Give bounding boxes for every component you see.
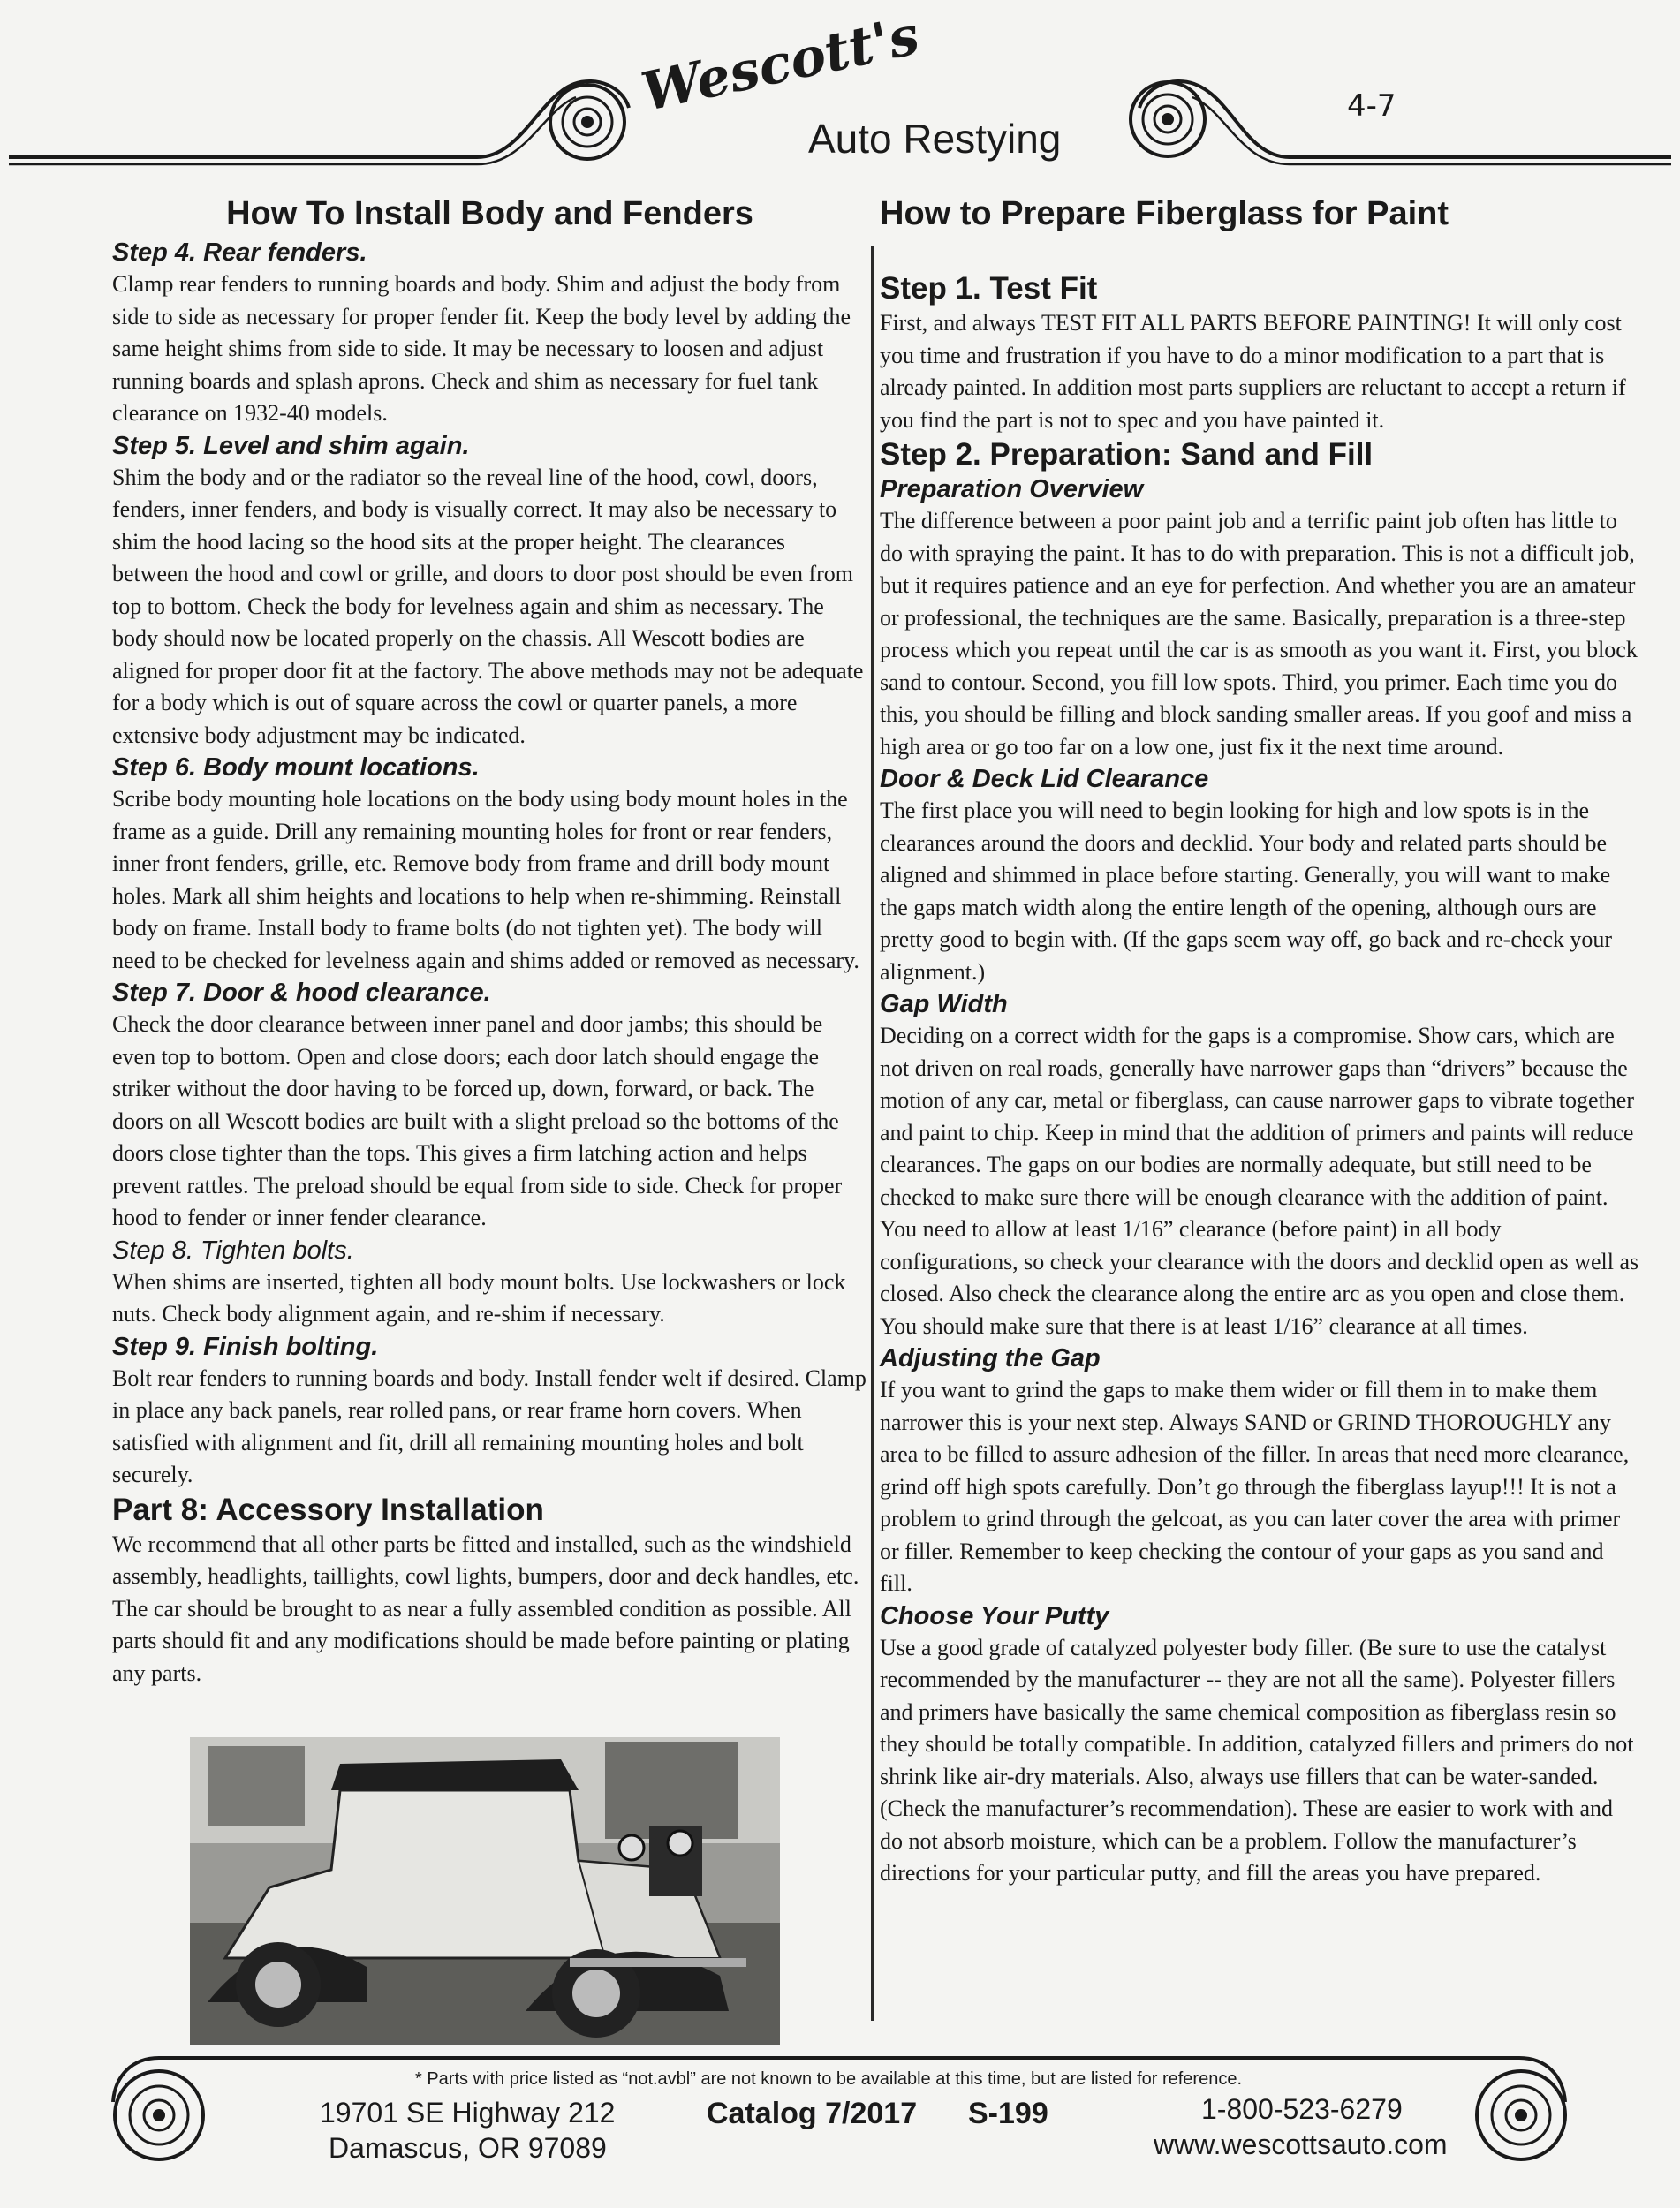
section-body: The first place you will need to begin looking for high and low spots is in the clearances around the doors and decklid. Your body and related parts should be aligned and shimmed in place before starting. Generally, you will want to make the gaps match width along the entire length of the opening, although ours are pretty good to begin with. (If the gaps seem way off, go back and re-check your alignment.)	[880, 798, 1613, 985]
address-line-1: 19701 SE Highway 212	[320, 2097, 616, 2129]
section-body: If you want to grind the gaps to make them wider or fill them in to make them narrower this is your next step. Always SAND or GRIND THOROUGHLY any area to be filled to assure adhesion of the filler. In areas that need more clearance, grind off high spots carefully. Don’t go through the fiberglass layup!!! It is not a problem to grind through the gelcoat, as you can later cover the area with primer or filler. Remember to keep checking the contour of your gaps as you sand and fill.	[880, 1377, 1630, 1596]
car-photo	[190, 1737, 780, 2045]
section-body: Check the door clearance between inner panel and door jambs; this should be even top to bottom. Open and close doors; each door latch should engage the striker without the door having to be forced up, down, forward, or back. The doors on all Wescott bodies are built with a slight preload so the bottoms of the doors close tighter than the tops. This gives a firm latching action and helps prevent rattles. The preload should be equal from side to side. Check for proper hood to fender or inner fender clearance.	[112, 1011, 843, 1230]
section-heading: Step 1. Test Fit	[880, 271, 1098, 306]
left-column	[112, 193, 867, 1690]
right-column	[880, 193, 1639, 1890]
section-body: First, and always TEST FIT ALL PARTS BEFORE PAINTING! It will only cost you time and frustration if you have to do a minor modification to a part that is already painted. In addition most parts suppliers are reluctant to accept a return if you find the part is not to spec and you have painted it.	[880, 310, 1626, 433]
section-heading: Step 9. Finish bolting.	[112, 1332, 379, 1361]
section-heading: Gap Width	[880, 990, 1008, 1018]
catalog-page-code: S-199	[968, 2097, 1048, 2130]
section-heading: Choose Your Putty	[880, 1601, 1109, 1630]
section-heading: Part 8: Accessory Installation	[112, 1492, 544, 1527]
section-heading: Step 8. Tighten bolts.	[112, 1236, 354, 1265]
section-heading: Step 6. Body mount locations.	[112, 753, 480, 782]
footer-note: * Parts with price listed as “not.avbl” are not known to be available at this time, but are listed for reference.	[415, 2069, 1243, 2089]
section-heading: Preparation Overview	[880, 475, 1144, 503]
left-column-title: How To Install Body and Fenders	[226, 195, 753, 232]
section-body: Scribe body mounting hole locations on the body using body mount holes in the frame as a guide. Drill any remaining mounting holes for front or rear fenders, inner front fenders, grille, etc. Remove body from frame and drill body mount holes. Mark all shim heights and locations to help when re-shimming. Reinstall body on frame. Install body to frame bolts (do not tighten yet). The body will need to be checked for levelness again and shims added or removed as necessary.	[112, 786, 859, 973]
phone-number: 1-800-523-6279	[1201, 2093, 1403, 2125]
brand-logo-script: Wescott's	[636, 4, 925, 125]
section-body: Bolt rear fenders to running boards and body. Install fender welt if desired. Clamp in place any back panels, rear rolled pans, or rear frame horn covers. When satisfied with alignment and fit, drill all remaining mounting holes and bolt securely.	[112, 1365, 866, 1487]
website-link[interactable]: www.wescottsauto.com	[1154, 2129, 1448, 2160]
column-divider	[871, 246, 874, 2021]
section-heading: Adjusting the Gap	[880, 1344, 1101, 1372]
section-body: Shim the body and or the radiator so the reveal line of the hood, cowl, doors, fenders, inner fenders, and body is visually correct. It may also be necessary to shim the hood lacing so the hood sits at the proper height. The clearances between the hood and cowl or grille, and doors to door post should be even from top to bottom. Check the body for levelness again and shim as necessary. The body should now be located properly on the chassis. All Wescott bodies are aligned for proper door fit at the factory. The above methods may not be adequate for a body which is out of square across the cowl or quarter panels, a more extensive body adjustment may be indicated.	[112, 464, 864, 748]
section-body: The difference between a poor paint job and a terrific paint job often has little to do with spraying the paint. It has to do with preparation. This is not a difficult job, but it requires patience and an eye for perfection. And whether you are an amateur or professional, the techniques are the same. Basically, preparation is a three-step process which you repeat until the car is as smooth as you want it. First, you block sand to contour. Second, you fill low spots. Third, you primer. Each time you do this, you should be filling and block sanding smaller areas. If you goof and miss a high area or go too far on a low one, just fix it the next time around.	[880, 508, 1638, 760]
section-heading: Step 5. Level and shim again.	[112, 431, 470, 460]
page-number: 4-7	[1347, 88, 1396, 124]
brand-logo-subtitle: Auto Restying	[808, 116, 1062, 162]
section-body: We recommend that all other parts be fitted and installed, such as the windshield assembly, headlights, taillights, cowl lights, bumpers, door and deck handles, etc. The car should be brought to as near a fully assembled condition as possible. All parts should fit and any modifications should be made before painting or plating any parts.	[112, 1531, 859, 1686]
section-body: Clamp rear fenders to running boards and body. Shim and adjust the body from side to side as necessary for proper fender fit. Keep the body level by adding the same height shims from side to side. It may be necessary to loosen and adjust running boards and splash aprons. Check and shim as necessary for fuel tank clearance on 1932-40 models.	[112, 271, 851, 426]
catalog-date: Catalog 7/2017	[707, 2097, 918, 2130]
section-heading: Step 7. Door & hood clearance.	[112, 979, 491, 1007]
section-body: Deciding on a correct width for the gaps is a compromise. Show cars, which are not driven on real roads, generally have narrower gaps than “drivers” because the motion of any car, metal or fiberglass, can cause narrower gaps to vibrate together and paint to chip. Keep in mind that the addition of primers and paints will reduce clearances. The gaps on our bodies are normally adequate, but still need to be checked to make sure there will be enough clearance with the addition of paint. You need to allow at least 1/16” clearance (before paint) in all body configurations, so check your clearance with the doors and decklid open as well as closed. Also check the clearance along the entire arc as you open and close them. You should make sure that there is at least 1/16” clearance at all times.	[880, 1023, 1639, 1339]
address-line-2: Damascus, OR 97089	[329, 2132, 607, 2164]
section-body: When shims are inserted, tighten all body mount bolts. Use lockwashers or lock nuts. Check body alignment again, and re-shim if necessary.	[112, 1268, 846, 1327]
section-body: Use a good grade of catalyzed polyester body filler. (Be sure to use the catalyst recommended by the manufacturer -- they are not all the same). Polyester fillers and primers have basically the same chemical composition as fiberglass resin so they should be totally compatible. In addition, catalyzed fillers and primers do not shrink like air-dry materials. Also, always use fillers that can be water-sanded. (Check the manufacturer’s recommendation). These are easier to work with and do not absorb moisture, which can be a problem. Follow the manufacturer’s directions for your particular putty, and fill the areas you have prepared.	[880, 1634, 1634, 1886]
section-heading: Step 2. Preparation: Sand and Fill	[880, 437, 1374, 472]
section-heading: Door & Deck Lid Clearance	[880, 765, 1209, 793]
right-column-title: How to Prepare Fiberglass for Paint	[880, 195, 1449, 232]
section-heading: Step 4. Rear fenders.	[112, 238, 367, 267]
